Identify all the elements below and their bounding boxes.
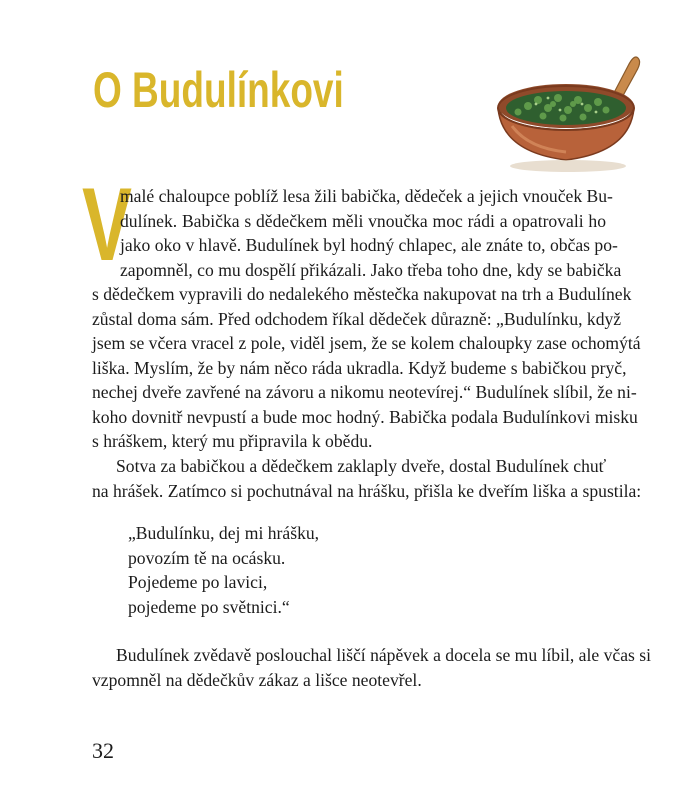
text-line: nechej dveře zavřené na závoru a nikomu neotevírej.“ Budulínek slíbil, že ni- [92,382,637,402]
paragraph-2 [92,454,642,503]
text-line: zůstal doma sám. Před odchodem říkal dědeček důrazně: „Budulínku, když [92,308,622,329]
poem-line: Pojedeme po lavici, [128,572,268,592]
text-line: jsem se včera vracel z pole, viděl jsem, že se kolem chaloupky zase ochomýtá [92,333,641,353]
text-line: Budulínek zvědavě poslouchal liščí nápěvek a docela se mu líbil, ale včas si [116,645,651,665]
text-line: liška. Myslím, že by nám něco ráda ukradla. Když budeme s babičkou pryč, [92,357,627,378]
text-line: dulínek. Babička s dědečkem měli vnoučka moc rádi a opatrovali ho [120,210,606,231]
paragraph-3 [92,643,651,692]
text-line: na hrášek. Zatímco si pochutnával na hrášku, přišla ke dveřím liška a spustila: [92,480,642,501]
text-line: jako oko v hlavě. Budulínek byl hodný chlapec, ale znáte to, občas po- [120,235,618,255]
bowl-of-peas-illustration [488,48,648,178]
drop-cap-letter: V [82,167,132,283]
text-line: Sotva za babičkou a dědečkem zaklaply dveře, dostal Budulínek chuť [116,456,607,476]
page-number: 32 [92,738,114,763]
poem-line: povozím tě na ocásku. [128,547,286,568]
text-line: malé chaloupce poblíž lesa žili babička, dědeček a jejich vnouček Bu- [120,186,613,206]
fox-rhyme [128,521,319,619]
text-line: zapomněl, co mu dospělí přikázali. Jako třeba toho dne, kdy se babička [120,259,622,280]
text-line: vzpomněl na dědečkův zákaz a lišce neotevřel. [92,669,422,690]
text-line: koho dovnitř nevpustí a bude moc hodný. Babička podala Budulínkovi misku [92,406,638,427]
chapter-title: O Budulínkovi [93,62,344,118]
text-line: s dědečkem vypravili do nedalekého městečka nakupovat na trh a Budulínek [92,284,632,304]
poem-line: „Budulínku, dej mi hrášku, [128,523,320,543]
text-line: s hráškem, který mu připravila k obědu. [92,431,373,451]
poem-line: pojedeme po světnici.“ [128,596,290,617]
paragraph-1 [92,184,641,454]
